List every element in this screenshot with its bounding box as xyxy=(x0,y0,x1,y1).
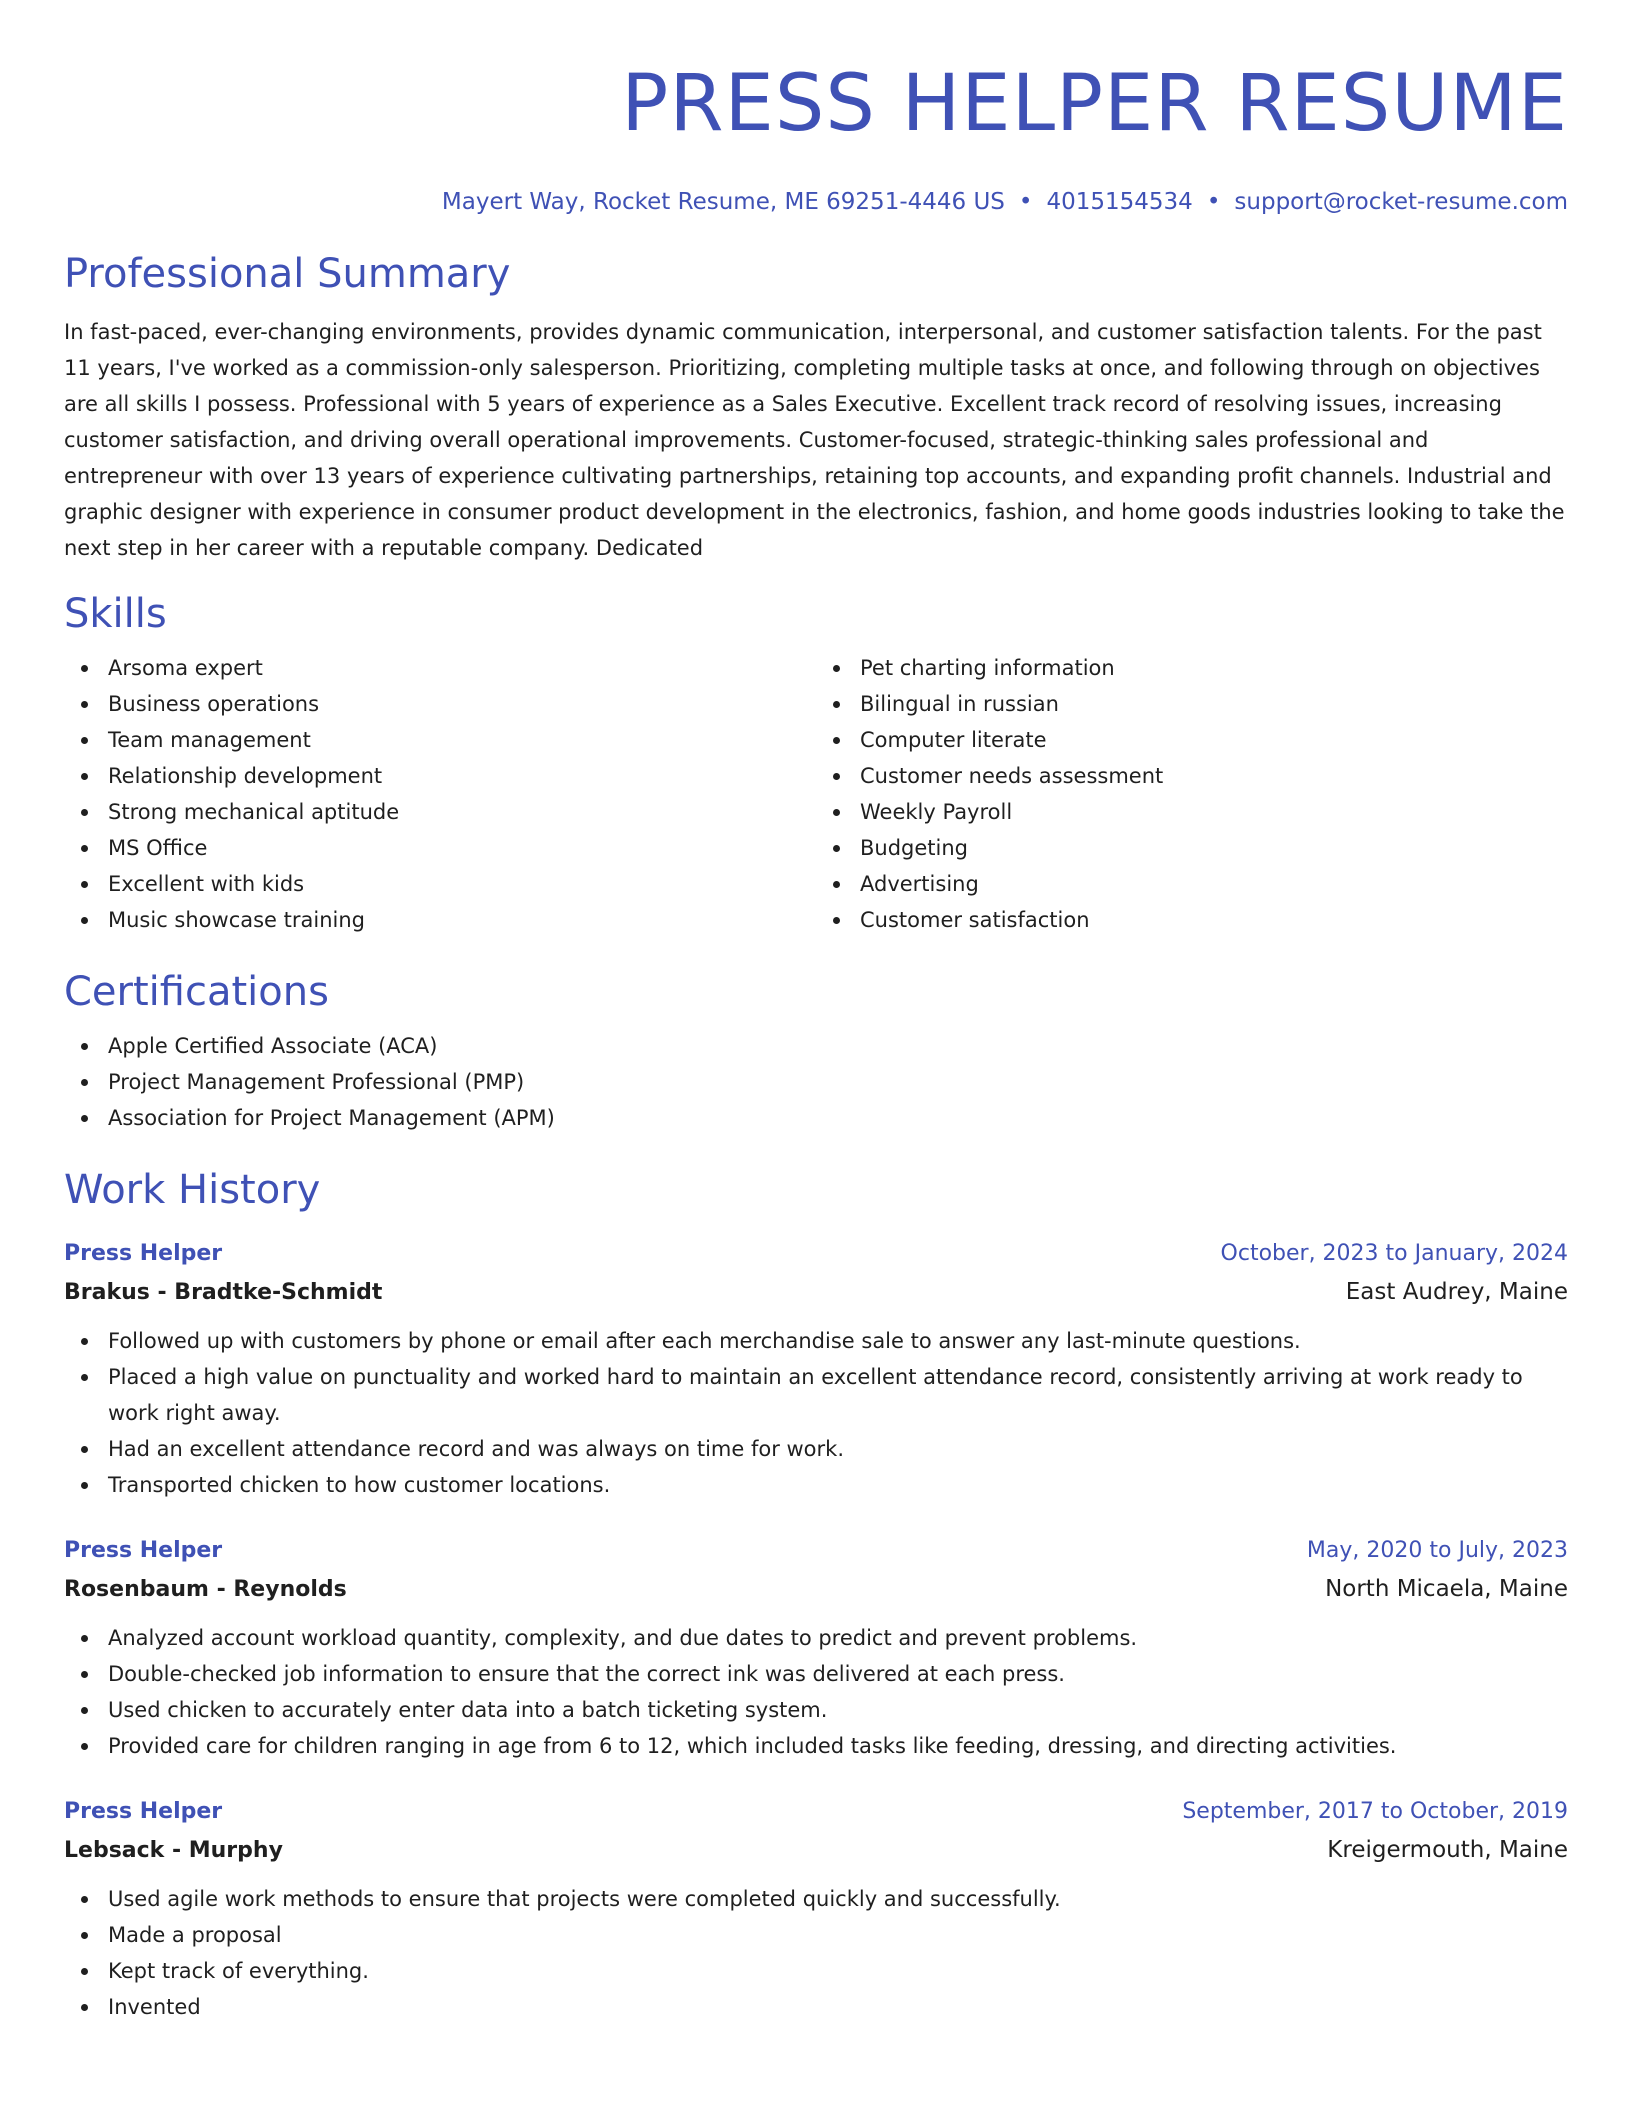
summary-text: In fast-paced, ever-changing environments, provides dynamic communication, interpersonal, and customer satisfaction talents. For the past 11 years, I've worked as a commission-only salesperson. Prioritizing, completing multiple tasks at once, and following through on objectives are all skills I possess. Professional with 5 years of experience as a Sales Executive. Excellent track record of resolving issues, increasing customer satisfaction, and driving overall operational improvements. Customer-focused, strategic-thinking sales professional and entrepreneur with over 13 years of experience cultivating partnerships, retaining top accounts, and expanding profit channels. Industrial and graphic designer with experience in consumer product development in the electronics, fashion, and home goods industries looking to take the next step in her career with a reputable company. Dedicated xyxy=(64,320,1565,560)
skill-item: Pet charting information xyxy=(816,650,1568,686)
job-header-row xyxy=(64,1794,1568,1830)
skill-item: Computer literate xyxy=(816,722,1568,758)
job-company: Lebsack - Murphy xyxy=(64,1838,283,1863)
job-header-row xyxy=(64,1533,1568,1569)
resume-name: PRESS HELPER RESUME xyxy=(621,59,1568,149)
job-duty: Used agile work methods to ensure that projects were completed quickly and successfully. xyxy=(64,1881,1568,1917)
job-location: Kreigermouth, Maine xyxy=(1327,1837,1568,1863)
skill-item: Music showcase training xyxy=(64,902,816,938)
job-company-row xyxy=(64,1569,1568,1610)
skills-list-right xyxy=(816,650,1568,938)
skills-list-left xyxy=(64,650,816,938)
job-duties xyxy=(64,1881,1568,2025)
skill-item: Business operations xyxy=(64,686,816,722)
work-history-title: Work History xyxy=(64,1167,321,1213)
job-duties xyxy=(64,1323,1568,1503)
certification-item: Project Management Professional (PMP) xyxy=(64,1064,1568,1100)
summary-section xyxy=(64,248,1568,566)
job-title: Press Helper xyxy=(64,1538,223,1563)
skills-column-right xyxy=(816,650,1568,938)
job-duty: Invented xyxy=(64,1989,1568,2025)
job-dates: September, 2017 to October, 2019 xyxy=(1182,1799,1568,1824)
job-company: Rosenbaum - Reynolds xyxy=(64,1577,347,1602)
certification-item: Association for Project Management (APM) xyxy=(64,1100,1568,1136)
summary-title: Professional Summary xyxy=(64,251,511,297)
skills-section xyxy=(64,588,1568,938)
skills-grid xyxy=(64,650,1568,938)
job-duty: Had an excellent attendance record and was always on time for work. xyxy=(64,1431,1568,1467)
job-duty: Used chicken to accurately enter data into a batch ticketing system. xyxy=(64,1692,1568,1728)
contact-line xyxy=(64,186,1568,218)
certifications-list xyxy=(64,1028,1568,1136)
job-company-row xyxy=(64,1830,1568,1871)
certification-item: Apple Certified Associate (ACA) xyxy=(64,1028,1568,1064)
contact-email: support@rocket-resume.com xyxy=(1234,189,1568,215)
job-entry xyxy=(64,1794,1568,2025)
job-duty: Followed up with customers by phone or email after each merchandise sale to answer any last-minute questions. xyxy=(64,1323,1568,1359)
job-title: Press Helper xyxy=(64,1241,223,1266)
skill-item: Relationship development xyxy=(64,758,816,794)
job-duty: Analyzed account workload quantity, complexity, and due dates to predict and prevent problems. xyxy=(64,1620,1568,1656)
contact-separator: • xyxy=(1018,189,1033,215)
job-company-row xyxy=(64,1272,1568,1313)
skill-item: Budgeting xyxy=(816,830,1568,866)
skill-item: Excellent with kids xyxy=(64,866,816,902)
job-duty: Placed a high value on punctuality and worked hard to maintain an excellent attendance record, consistently arriving at work ready to work right away. xyxy=(64,1359,1568,1431)
contact-separator: • xyxy=(1206,189,1221,215)
job-duty: Kept track of everything. xyxy=(64,1953,1568,1989)
skill-item: Advertising xyxy=(816,866,1568,902)
job-duty: Transported chicken to how customer locations. xyxy=(64,1467,1568,1503)
job-duty: Provided care for children ranging in age from 6 to 12, which included tasks like feeding, dressing, and directing activities. xyxy=(64,1728,1568,1764)
job-title: Press Helper xyxy=(64,1799,223,1824)
contact-address: Mayert Way, Rocket Resume, ME 69251-4446 US xyxy=(441,189,1005,215)
job-header-row xyxy=(64,1236,1568,1272)
skill-item: Weekly Payroll xyxy=(816,794,1568,830)
contact-phone: 4015154534 xyxy=(1046,189,1193,215)
skill-item: Strong mechanical aptitude xyxy=(64,794,816,830)
job-duties xyxy=(64,1620,1568,1764)
job-location: North Micaela, Maine xyxy=(1325,1576,1568,1602)
job-duty: Double-checked job information to ensure that the correct ink was delivered at each press. xyxy=(64,1656,1568,1692)
skill-item: Arsoma expert xyxy=(64,650,816,686)
skill-item: Team management xyxy=(64,722,816,758)
skill-item: MS Office xyxy=(64,830,816,866)
job-entry xyxy=(64,1236,1568,1503)
certifications-section xyxy=(64,966,1568,1136)
job-entry xyxy=(64,1533,1568,1764)
job-company: Brakus - Bradtke-Schmidt xyxy=(64,1280,383,1305)
resume-header xyxy=(64,56,1568,218)
skill-item: Bilingual in russian xyxy=(816,686,1568,722)
skill-item: Customer needs assessment xyxy=(816,758,1568,794)
job-duty: Made a proposal xyxy=(64,1917,1568,1953)
skill-item: Customer satisfaction xyxy=(816,902,1568,938)
certifications-title: Certifications xyxy=(64,969,329,1015)
job-dates: October, 2023 to January, 2024 xyxy=(1220,1241,1568,1266)
job-dates: May, 2020 to July, 2023 xyxy=(1306,1538,1568,1563)
skills-title: Skills xyxy=(64,591,167,637)
work-history-section xyxy=(64,1164,1568,2025)
job-location: East Audrey, Maine xyxy=(1345,1279,1568,1305)
skills-column-left xyxy=(64,650,816,938)
